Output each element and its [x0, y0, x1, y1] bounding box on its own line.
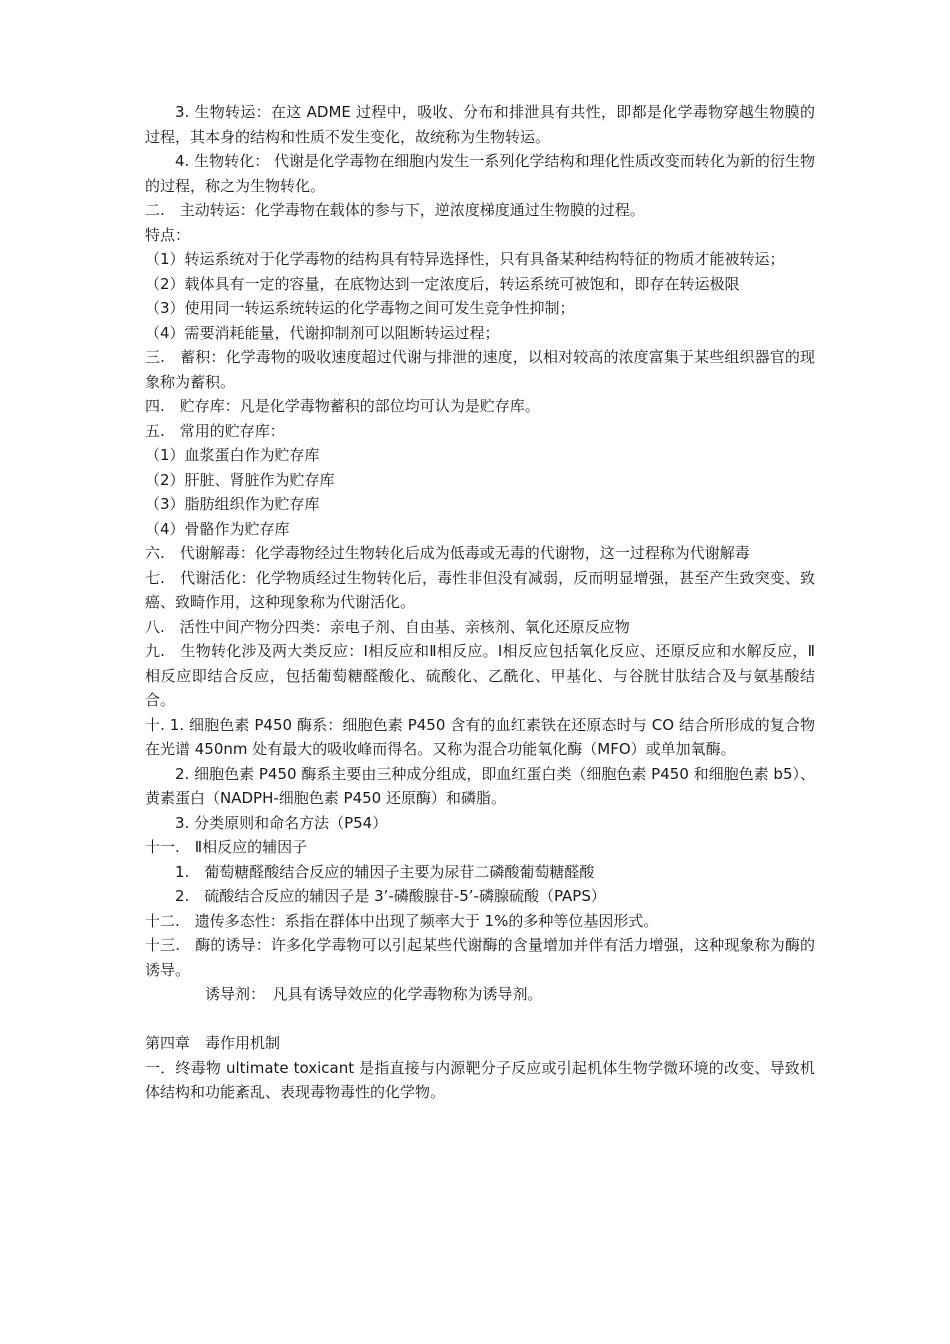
- paragraph: 4. 生物转化： 代谢是化学毒物在细胞内发生一系列化学结构和理化性质改变而转化为新的衍生物的过程，称之为生物转化。: [145, 152, 815, 195]
- section-heading: 七. 代谢活化：化学物质经过生物转化后，毒性非但没有减弱，反而明显增强，甚至产生致突变、致癌、致畸作用，这种现象称为代谢活化。: [145, 568, 815, 611]
- section-heading: 十一. Ⅱ相反应的辅因子: [145, 838, 308, 856]
- list-item: （4）骨骼作为贮存库: [145, 519, 290, 538]
- document-page: [145, 100, 815, 1105]
- section-heading: 九. 生物转化涉及两大类反应：Ⅰ相反应和Ⅱ相反应。Ⅰ相反应包括氧化反应、还原反应和水解反应，Ⅱ相反应即结合反应，包括葡萄糖醛酸化、硫酸化、乙酰化、甲基化、与谷胱甘肽结合及与氨基酸结合。: [145, 642, 815, 709]
- section-heading: 五. 常用的贮存库：: [145, 421, 285, 440]
- list-item: （3）脂肪组织作为贮存库: [145, 495, 320, 513]
- list-item: （4）需要消耗能量，代谢抑制剂可以阻断转运过程；: [145, 323, 500, 342]
- chapter-title: 第四章 毒作用机制: [145, 1034, 281, 1052]
- list-item: （2）载体具有一定的容量，在底物达到一定浓度后，转运系统可被饱和，即存在转运极限: [145, 274, 740, 293]
- section-heading: 十三. 酶的诱导：许多化学毒物可以引起某些代谢酶的含量增加并伴有活力增强，这种现象称为酶的诱导。: [145, 936, 815, 979]
- paragraph: 3. 分类原则和命名方法（P54）: [175, 813, 388, 832]
- paragraph: 2. 细胞色素 P450 酶系主要由三种成分组成，即血红蛋白类（细胞色素 P450 和细胞色素 b5）、黄素蛋白（NADPH-细胞色素 P450 还原酶）和磷脂。: [145, 764, 815, 807]
- section-heading: 十. 1. 细胞色素 P450 酶系：细胞色素 P450 含有的血红素铁在还原态时与 CO 结合所形成的复合物在光谱 450nm 处有最大的吸收峰而得名。又称为混合功能氧化酶（MFO）或单加氧酶。: [145, 715, 815, 758]
- list-item: 1. 葡萄糖醛酸结合反应的辅因子主要为尿苷二磷酸葡萄糖醛酸: [175, 862, 595, 881]
- section-heading: 八. 活性中间产物分四类：亲电子剂、自由基、亲核剂、氧化还原反应物: [145, 617, 630, 636]
- paragraph: 特点：: [145, 225, 191, 244]
- paragraph: 3. 生物转运：在这 ADME 过程中，吸收、分布和排泄具有共性，即都是化学毒物穿越生物膜的过程，其本身的结构和性质不发生变化，故统称为生物转运。: [145, 103, 815, 146]
- blank-line: [145, 1007, 815, 1032]
- section-heading: 六. 代谢解毒：化学毒物经过生物转化后成为低毒或无毒的代谢物，这一过程称为代谢解毒: [145, 544, 750, 562]
- list-item: （1）转运系统对于化学毒物的结构具有特异选择性，只有具备某种结构特征的物质才能被转运；: [145, 250, 785, 268]
- section-heading: 一．终毒物 ultimate toxicant 是指直接与内源靶分子反应或引起机体生物学微环境的改变、导致机体结构和功能紊乱、表现毒物毒性的化学物。: [145, 1058, 815, 1101]
- list-item: 2. 硫酸结合反应的辅因子是 3’-磷酸腺苷-5’-磷腺硫酸（PAPS）: [175, 887, 606, 905]
- list-item: （3）使用同一转运系统转运的化学毒物之间可发生竞争性抑制；: [145, 299, 575, 317]
- section-heading: 四. 贮存库：凡是化学毒物蓄积的部位均可认为是贮存库。: [145, 397, 540, 415]
- list-item: （2）肝脏、肾脏作为贮存库: [145, 470, 335, 489]
- list-item: （1）血浆蛋白作为贮存库: [145, 446, 320, 464]
- paragraph: 诱导剂： 凡具有诱导效应的化学毒物称为诱导剂。: [205, 985, 543, 1003]
- section-heading: 三. 蓄积：化学毒物的吸收速度超过代谢与排泄的速度，以相对较高的浓度富集于某些组织器官的现象称为蓄积。: [145, 348, 815, 391]
- section-heading: 十二. 遗传多态性：系指在群体中出现了频率大于 1%的多种等位基因形式。: [145, 911, 659, 930]
- section-heading: 二. 主动转运：化学毒物在载体的参与下，逆浓度梯度通过生物膜的过程。: [145, 201, 645, 219]
